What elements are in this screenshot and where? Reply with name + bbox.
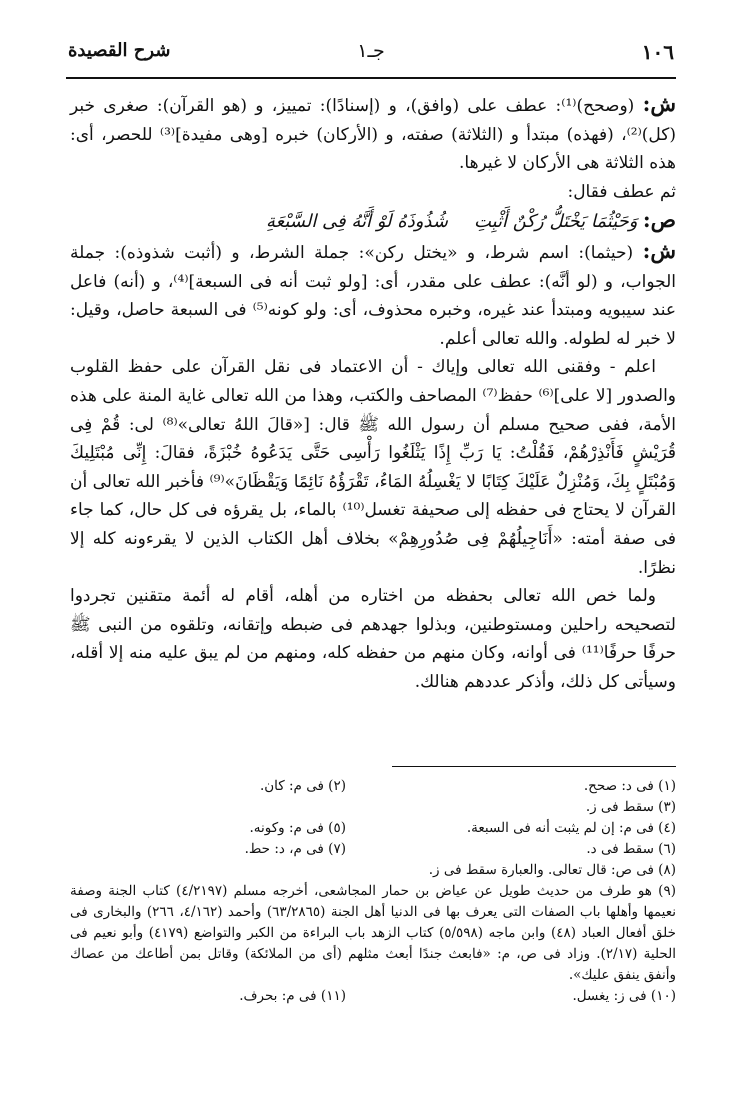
main-text — [70, 90, 676, 696]
commentary-paragraph — [70, 237, 676, 353]
body-paragraph: اعلم - وفقنى الله تعالى وإياك - أن الاعتماد فى نقل القرآن على حفظ القلوب والصدور [لا على]⁽⁶⁾ حفظ⁽⁷⁾ المصاحف والكتب، وهذا من الله تعالى غاية المنة على هذه الأمة، ففى صحيح مسلم أن رسول الله ﷺ قال: [«قالَ اللهُ تعالى»⁽⁸⁾ لى: قُمْ فِى قُرَيْشٍ فَأَنْذِرْهُمْ، فَقُلْتُ: يَا رَبِّ إِذًا يَثْلَغُوا رَأْسِى حَتَّى يَدَعُوهُ خُبْزَةً، فقالَ: إِنِّى مُبْتَلِيكَ وَمُبْتَلٍ بِكَ، وَمُنْزِلٌ عَلَيْكَ كِتَابًا لا يَغْسِلُهُ المَاءُ، تَقْرَؤُهُ نَائِمًا وَيَقْظَانَ»⁽⁹⁾ فأخبر الله تعالى أن القرآن لا يحتاج فى حفظه إلى صحيفة تغسل⁽¹⁰⁾ بالماء، بل يقرؤه فى كل حال، كما جاء فى صفة أمته: «أَنَاجِيلُهُمْ فِى صُدُورِهِمْ» بخلاف أهل الكتاب الذين لا يقرءونه كله إلا نظرًا. — [70, 357, 677, 578]
commentary-label: ش: — [642, 91, 676, 116]
paragraph-text: (وصحح)⁽¹⁾: عطف على (وافق)، و (إسنادًا): تمييز، و (هو القرآن): صغرى خبر (كل)⁽²⁾، (فهذه) مبتدأ و (الثلاثة) صفته، و (الأركان) خبره [وهى مفيدة]⁽³⁾ للحصر، أى: هذه الثلاثة هى الأركان لا غيرها. — [70, 96, 677, 174]
footnote-5: (٥) فى م: وكونه. — [249, 820, 346, 836]
commentary-paragraph — [70, 90, 676, 178]
footnote-2: (٢) فى م: كان. — [259, 778, 346, 794]
footnote-rule — [392, 766, 676, 767]
footnote-9: (٩) هو طرف من حديث طويل عن عياض بن حمار المجاشعى، أخرجه مسلم (٤/٢١٩٧) كتاب الجنة وصفة نعيمها وأهلها باب الصفات التى يعرف بها فى الدنيا أهل الجنة (٦٣/٢٨٦٥) وأحمد (٤/١٦٢، ٢٦٦) والبخارى فى خلق أفعال العباد (٤٨) وابن ماجه (٥/٥٩٨) كتاب الزهد باب البراءة من الكبر والتواضع (٤١٧٩) وأبو نعيم فى الحلية (٢/١٧). وزاد فى ص، م: «فابعث جندًا أبعث مثلهم (أى من الملائكة) وقاتل بمن أطاعك من عصاك وأنفق ينفق عليك». — [70, 883, 677, 983]
footnote-9-block — [70, 881, 676, 986]
footnote-row — [70, 818, 676, 839]
footnote-7: (٧) فى م، د: حط. — [244, 841, 346, 857]
page-number: ١٠٦ — [641, 40, 674, 64]
footnote-11: (١١) فى م: بحرف. — [239, 988, 346, 1004]
transition-line: ثم عطف فقال: — [567, 181, 676, 202]
footnote-row — [70, 860, 676, 881]
volume-label: جـ١ — [357, 40, 385, 62]
footnote-8: (٨) فى ص: قال تعالى. والعبارة سقط فى ز. — [428, 862, 676, 878]
footnote-row — [70, 839, 676, 860]
footnote-6: (٦) سقط فى د. — [586, 841, 676, 857]
commentary-label: ش: — [642, 237, 676, 263]
body-paragraph: ولما خص الله تعالى بحفظه من اختاره من أهله، أقام له أئمة متقنين تجردوا لتصحيحه راحلين ومستوطنين، وبذلوا جهدهم فى ضبطه وإتقانه، وتلقوه من النبى ﷺ حرفًا حرفًا⁽¹¹⁾ فى أوانه، وكان منهم من حفظه كله، ومنهم من لم يبق عليه منه إلا أقله، وسيأتى كل ذلك، وأذكر عددهم هنالك. — [70, 586, 676, 692]
footnote-row — [70, 986, 676, 1007]
footnote-row — [70, 776, 676, 797]
header-rule — [66, 77, 676, 79]
footnote-10: (١٠) فى ز: يغسل. — [572, 988, 676, 1004]
verse-label: ص: — [642, 207, 676, 233]
page-header — [68, 40, 674, 74]
footnote-3: (٣) سقط فى ز. — [585, 799, 676, 815]
footnote-4: (٤) فى م: إن لم يثبت أنه فى السبعة. — [466, 820, 676, 836]
verse-hemistich-1: وَحَيْثُمَا يَخْتَلُّ رُكْنٌ أَثْبِتِ — [473, 211, 638, 233]
footnotes — [70, 776, 676, 1007]
footnote-1: (١) فى د: صحح. — [583, 778, 676, 794]
verse-line — [70, 206, 676, 237]
footnote-row — [70, 797, 676, 818]
book-title: شرح القصيدة — [68, 40, 171, 61]
verse-hemistich-2: شُذُوذَهُ لَوْ أَنَّهُ فِى السَّبْعَةِ — [266, 211, 448, 233]
paragraph-text: (حيثما): اسم شرط، و «يختل ركن»: جملة الشرط، و (أثبت شذوذه): جملة الجواب، و (لو أنَّه): عطف على مقدر، أى: [ولو ثبت أنه فى السبعة]⁽⁴⁾، و (أنه) فاعل عند سيبويه ومبتدأ عند غيره، وخبره محذوف، أى: ولو كونه⁽⁵⁾ فى السبعة حاصل، وقيل: لا خبر له لطوله. والله تعالى أعلم. — [70, 242, 676, 349]
